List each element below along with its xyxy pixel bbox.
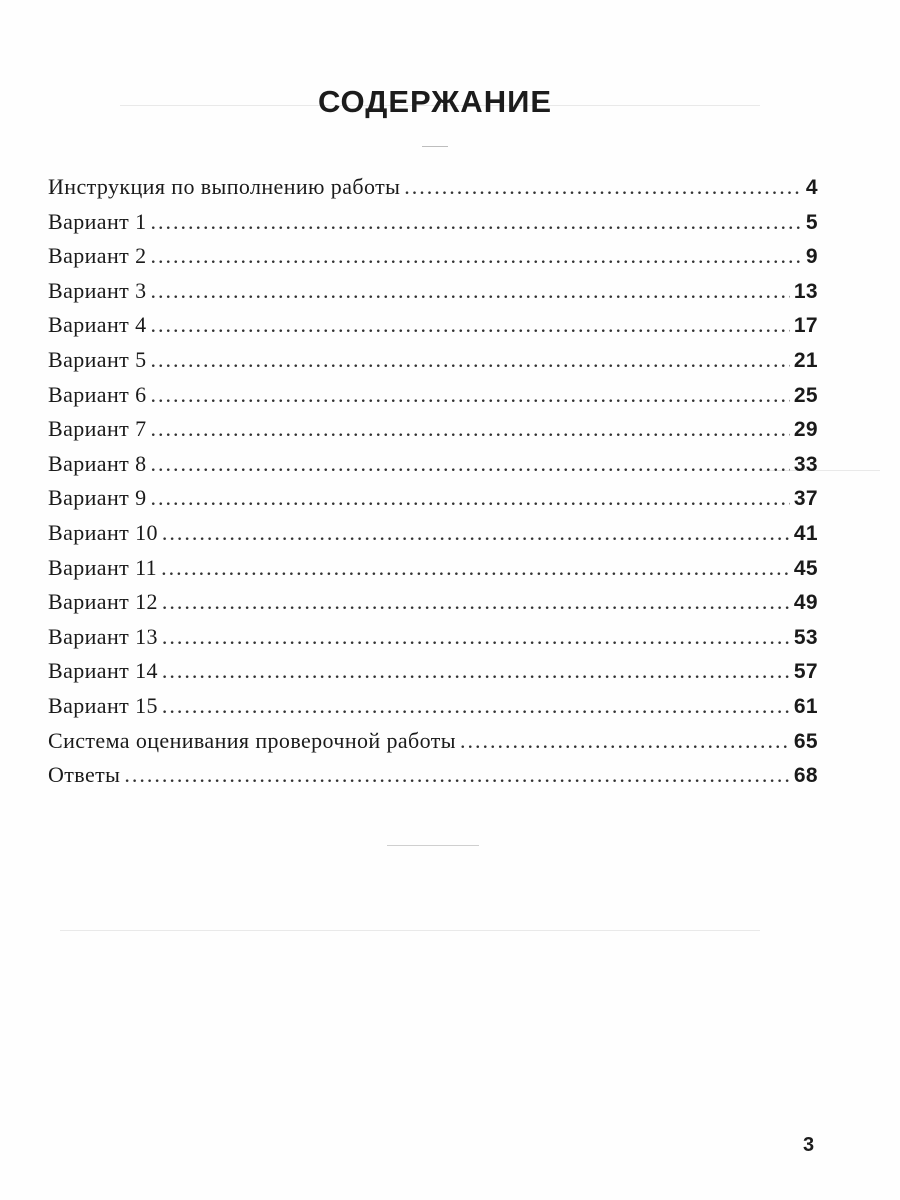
toc-leader-dots (150, 481, 789, 516)
toc-entry-page: 21 (793, 348, 818, 372)
toc-leader-dots (404, 170, 802, 205)
page-title: СОДЕРЖАНИЕ (317, 84, 553, 119)
toc-entry-label: Вариант 10 (48, 519, 158, 545)
toc-entry (48, 239, 818, 274)
toc-entry-page: 57 (793, 660, 818, 684)
toc-entry-label: Вариант 3 (48, 277, 147, 303)
toc-leader-dots (150, 239, 801, 274)
toc-entry-label: Вариант 6 (48, 381, 147, 407)
section-divider (387, 845, 479, 846)
toc-entry-page: 25 (793, 383, 818, 407)
toc-leader-dots (150, 205, 801, 240)
toc-leader-dots (162, 585, 790, 620)
toc-entry (48, 551, 818, 586)
toc-entry-page: 13 (793, 279, 818, 303)
toc-leader-dots (162, 654, 790, 689)
toc-entry-label: Вариант 8 (48, 450, 147, 476)
page-number: 3 (803, 1134, 815, 1156)
toc-entry (48, 274, 818, 309)
toc-entry-page: 53 (793, 625, 818, 649)
toc-entry-page: 37 (793, 487, 818, 511)
toc-entry-page: 41 (793, 521, 818, 545)
toc-entry-label: Вариант 11 (48, 554, 158, 580)
toc-leader-dots (162, 620, 790, 655)
toc-entry-label: Вариант 2 (48, 243, 147, 269)
toc-entry-label: Вариант 7 (48, 416, 147, 442)
toc-entry-page: 45 (793, 556, 818, 580)
toc-entry-page: 29 (793, 418, 818, 442)
toc-entry-page: 49 (793, 591, 818, 615)
toc-entry (48, 308, 818, 343)
toc-leader-dots (150, 274, 789, 309)
toc-leader-dots (150, 343, 789, 378)
toc-entry-page: 17 (793, 314, 818, 338)
toc-leader-dots (124, 758, 790, 793)
toc-entry (48, 481, 818, 516)
toc-entry (48, 516, 818, 551)
toc-entry (48, 689, 818, 724)
toc-entry-label: Вариант 13 (48, 623, 158, 649)
toc-leader-dots (150, 447, 789, 482)
toc-entry-page: 5 (805, 210, 818, 234)
toc-entry-label: Ответы (48, 762, 121, 788)
toc-entry-page: 68 (793, 764, 818, 788)
toc-entry-page: 4 (805, 176, 818, 199)
toc-leader-dots (150, 412, 789, 447)
toc-entry (48, 343, 818, 378)
toc-entry-label: Вариант 14 (48, 658, 158, 684)
toc-entry (48, 758, 818, 793)
toc-leader-dots (150, 378, 789, 413)
toc-entry-page: 61 (793, 694, 818, 718)
toc-entry-label: Инструкция по выполнению работы (48, 174, 401, 199)
toc-entry-label: Система оценивания проверочной работы (48, 727, 456, 753)
toc-leader-dots (150, 308, 789, 343)
toc-leader-dots (162, 516, 790, 551)
toc-entry-label: Вариант 15 (48, 692, 158, 718)
toc-entry (48, 205, 818, 240)
toc-entry (48, 447, 818, 482)
toc-entry-label: Вариант 1 (48, 208, 147, 234)
toc-entry-label: Вариант 12 (48, 589, 158, 615)
toc-entry (48, 724, 818, 759)
toc-entry (48, 378, 818, 413)
toc-entry (48, 170, 818, 205)
toc-leader-dots (161, 551, 790, 586)
toc-leader-dots (162, 689, 790, 724)
toc-entry-page: 9 (805, 245, 818, 269)
toc-entry (48, 654, 818, 689)
toc-entry-page: 65 (793, 729, 818, 753)
toc-entry-label: Вариант 9 (48, 485, 147, 511)
toc-entry-label: Вариант 4 (48, 312, 147, 338)
toc-entry-page: 33 (793, 452, 818, 476)
toc-entry-label: Вариант 5 (48, 346, 147, 372)
table-of-contents (48, 170, 818, 793)
toc-entry (48, 585, 818, 620)
toc-entry (48, 620, 818, 655)
toc-leader-dots (460, 724, 790, 759)
bleed-through-line (60, 930, 760, 931)
toc-entry (48, 412, 818, 447)
title-divider (422, 146, 448, 147)
